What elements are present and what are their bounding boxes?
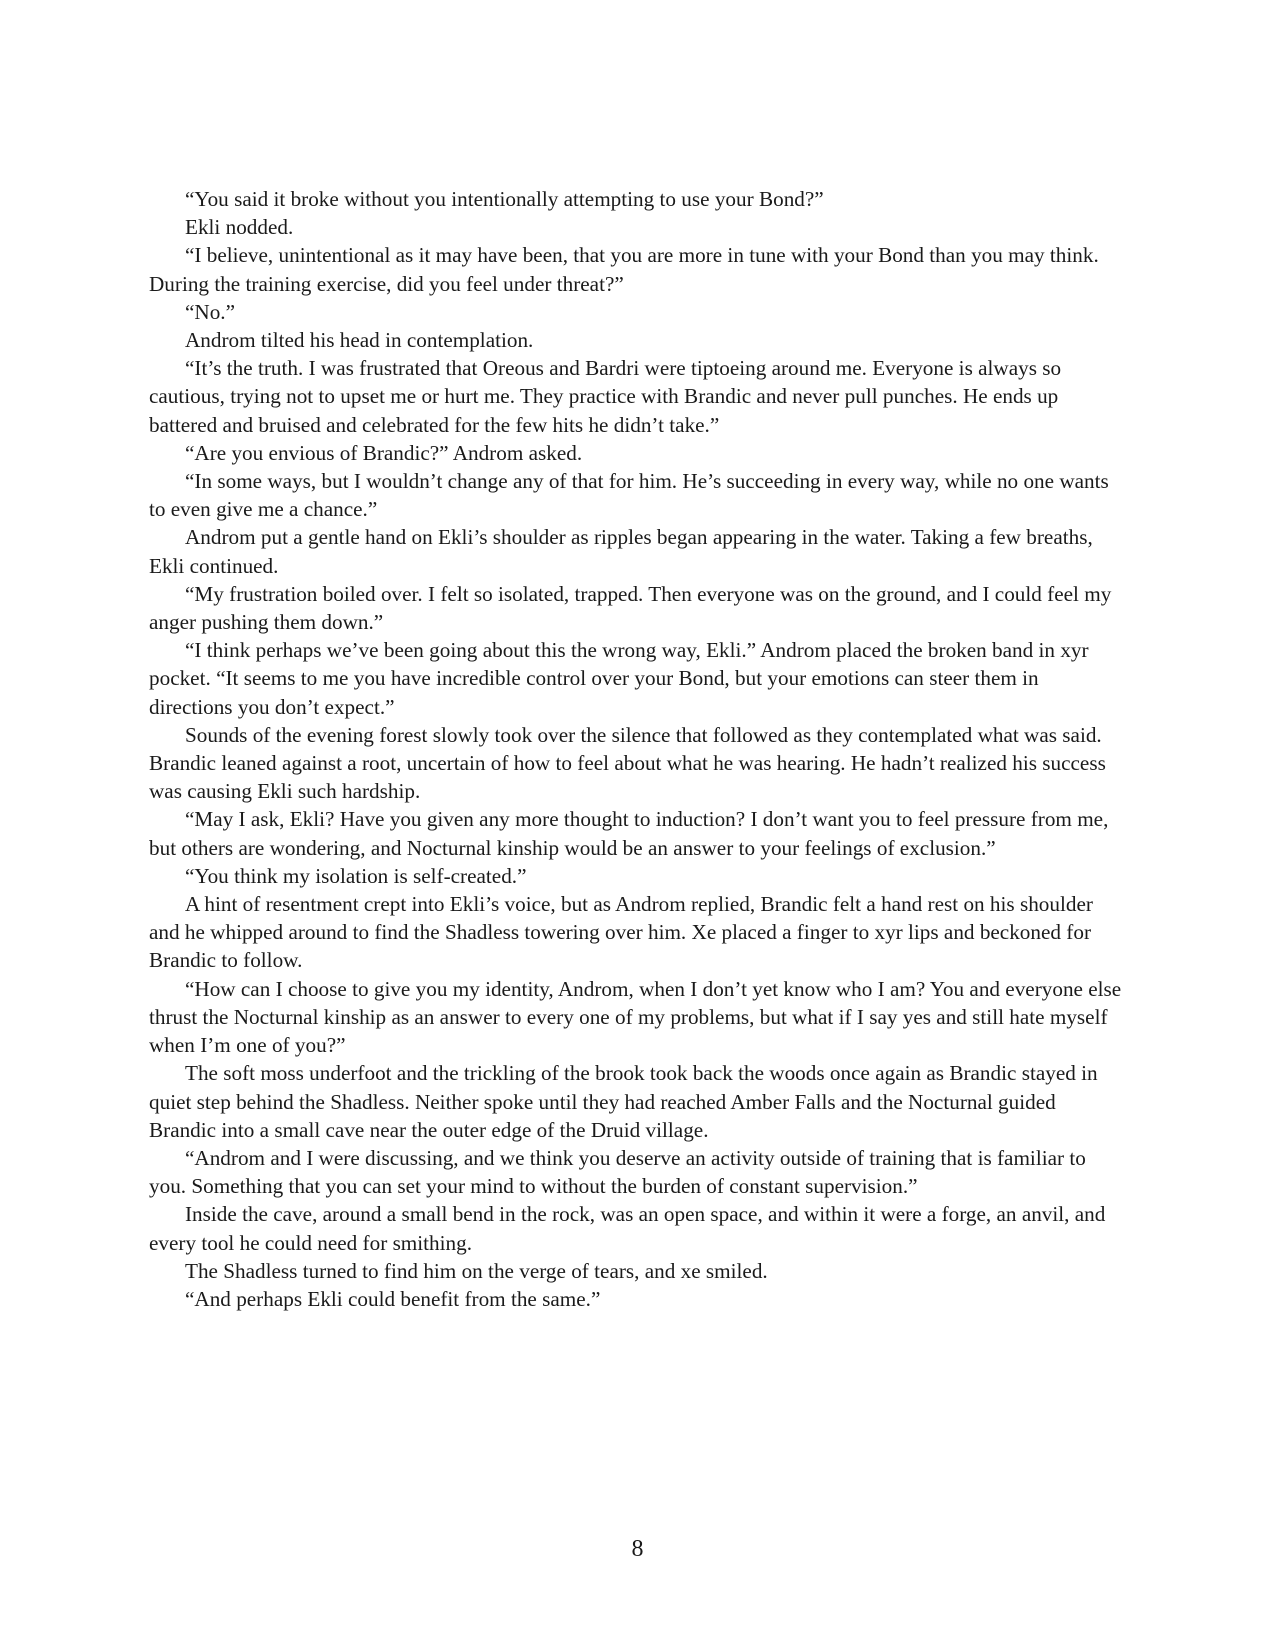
- paragraph: “It’s the truth. I was frustrated that Oreous and Bardri were tiptoeing around me. Everyone is always so cautious, trying not to upset me or hurt me. They practice with Brandic and never pull punches. He ends up battered and bruised and celebrated for the few hits he didn’t take.”: [149, 356, 1062, 437]
- paragraph: “You think my isolation is self-created.”: [185, 863, 527, 888]
- paragraph: “You said it broke without you intentionally attempting to use your Bond?”: [185, 187, 824, 211]
- body-text: [149, 185, 1127, 1313]
- paragraph: “Are you envious of Brandic?” Androm asked.: [185, 440, 583, 465]
- paragraph: Sounds of the evening forest slowly took over the silence that followed as they contemplated what was said. Brandic leaned against a root, uncertain of how to feel about what he was hearing. He hadn’t realized his success was causing Ekli such hardship.: [149, 722, 1106, 804]
- paragraph: Ekli nodded.: [185, 215, 294, 240]
- paragraph: “No.”: [185, 299, 235, 324]
- paragraph: Androm put a gentle hand on Ekli’s shoulder as ripples began appearing in the water. Taking a few breaths, Ekli continued.: [149, 525, 1093, 578]
- page-number: 8: [631, 1536, 644, 1562]
- paragraph: The Shadless turned to find him on the verge of tears, and xe smiled.: [185, 1258, 768, 1283]
- paragraph: Inside the cave, around a small bend in the rock, was an open space, and within it were a forge, an anvil, and every tool he could need for smithing.: [149, 1202, 1106, 1255]
- paragraph: A hint of resentment crept into Ekli’s voice, but as Androm replied, Brandic felt a hand rest on his shoulder and he whipped around to find the Shadless towering over him. Xe placed a finger to xyr lips and beckoned for Brandic to follow.: [149, 892, 1093, 973]
- paragraph: “Androm and I were discussing, and we think you deserve an activity outside of training that is familiar to you. Something that you can set your mind to without the burden of constant supervision.”: [149, 1145, 1086, 1199]
- paragraph: “May I ask, Ekli? Have you given any more thought to induction? I don’t want you to feel pressure from me, but others are wondering, and Nocturnal kinship would be an answer to your feelings of exclusion.”: [149, 807, 1109, 860]
- paragraph: The soft moss underfoot and the trickling of the brook took back the woods once again as Brandic stayed in quiet step behind the Shadless. Neither spoke until they had reached Amber Falls and the Nocturnal guided Brandic into a small cave near the outer edge of the Druid village.: [149, 1061, 1098, 1142]
- paragraph: “How can I choose to give you my identity, Androm, when I don’t yet know who I am? You and everyone else thrust the Nocturnal kinship as an answer to every one of my problems, but what if I say yes and still hate myself when I’m one of you?”: [149, 976, 1122, 1058]
- paragraph: “My frustration boiled over. I felt so isolated, trapped. Then everyone was on the ground, and I could feel my anger pushing them down.”: [149, 581, 1112, 635]
- paragraph: Androm tilted his head in contemplation.: [185, 328, 534, 353]
- paragraph: “And perhaps Ekli could benefit from the same.”: [185, 1286, 601, 1311]
- paragraph: “I think perhaps we’ve been going about this the wrong way, Ekli.” Androm placed the broken band in xyr pocket. “It seems to me you have incredible control over your Bond, but your emotions can steer them in directions you don’t expect.”: [149, 638, 1089, 719]
- paragraph: “I believe, unintentional as it may have been, that you are more in tune with your Bond than you may think. During the training exercise, did you feel under threat?”: [149, 243, 1099, 296]
- paragraph: “In some ways, but I wouldn’t change any of that for him. He’s succeeding in every way, while no one wants to even give me a chance.”: [149, 469, 1109, 522]
